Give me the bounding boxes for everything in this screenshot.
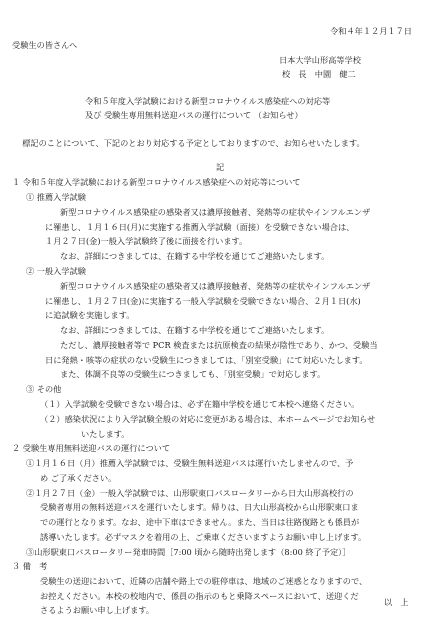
title-line-1: 令和５年度入学試験における新型コロナウイルス感染症への対応等 bbox=[85, 96, 331, 106]
body-line: 新型コロナウイルス感染症の感染者又は濃厚接触者、発熱等の症状やインフルエンザ bbox=[60, 207, 371, 217]
list-item: （１）入学試験を受験できない場合は、必ず在籍中学校を通じて本校へ連絡ください。 bbox=[40, 399, 360, 409]
section-3-heading: ３ 備 考 bbox=[12, 561, 48, 571]
sub-heading-other: ③ その他 bbox=[26, 384, 62, 394]
body-line: に罹患し、１月１６日(月)に実施する推薦入学試験（面接）を受験できない場合は、 bbox=[45, 222, 355, 232]
intro-text: 標記のことについて、下記のとおり対応する予定としておりますので、お知らせいたします。 bbox=[14, 138, 365, 148]
body-line: ②１月２７日（金）一般入学試験では、山形駅東口バスロータリーから日大山形高校行の bbox=[26, 488, 354, 498]
bus-departure-time: ③山形駅東口バスロータリー発車時間［7:00 頃から随時出発します（8:00 終了予定）］ bbox=[26, 547, 351, 557]
body-line: に罹患し、１月２７日(金)に実施する一般入学試験を受験できない場合、２月１日(水) bbox=[45, 296, 361, 306]
body-line: め ご了承ください。 bbox=[40, 473, 117, 483]
issue-date: 令和４年１２月１７日 bbox=[330, 26, 412, 36]
recipient: 受験生の皆さんへ bbox=[12, 40, 78, 50]
list-item: いたします。 bbox=[81, 429, 130, 439]
body-line: での運行となります。なお、途中下車はできません。また、当日は往路復路とも係員が bbox=[40, 517, 360, 527]
body-line: また、体調不良等の受験生につきましても、「別室受験」で対応します。 bbox=[60, 369, 326, 379]
body-line: １月２７日(金)一般入学試験終了後に面接を行います。 bbox=[45, 236, 248, 246]
principal-name: 校 長 中園 健二 bbox=[282, 69, 356, 79]
section-2-heading: ２ 受験生専用無料送迎バスの運行について bbox=[12, 443, 171, 453]
body-line: なお、詳細につきましては、在籍する中学校を通じてご連絡いたします。 bbox=[60, 325, 330, 335]
body-line: に追試験を実施します。 bbox=[45, 310, 135, 320]
body-line: ①１月１６日（月）推薦入学試験では、受験生無料送迎バスは運行いたしませんので、予 bbox=[26, 458, 354, 468]
body-line: なお、詳細につきましては、在籍する中学校を通じてご連絡いたします。 bbox=[60, 251, 330, 261]
sub-heading-general: ② 一般入学試験 bbox=[26, 266, 86, 276]
section-1-heading: １ 令和５年度入学試験における新型コロナウイルス感染症への対応等について bbox=[12, 177, 301, 187]
body-line: 受験生の送迎において、近隣の店舗や路上での駐停車は、地域のご迷惑となりますので、 bbox=[40, 576, 368, 586]
title-line-2: 及び 受験生専用無料送迎バスの運行について （お知らせ） bbox=[85, 110, 303, 120]
body-line: 受験者専用の無料送迎バスを運行いたします。帰りは、日大山形高校から山形駅東口ま bbox=[40, 502, 359, 512]
body-line: お控えください。本校の校地内で、係員の指示のもと乗降スペースにおいて、送迎くだ bbox=[40, 591, 359, 601]
body-line: さるようお願い申し上げます。 bbox=[40, 605, 154, 615]
body-line: 日に発熱・咳等の症状のない受験生につきましては、「別室受験」にて対応いたします。 bbox=[45, 355, 368, 365]
body-line: 新型コロナウイルス感染症の感染者又は濃厚接触者、発熱等の症状やインフルエンザ bbox=[60, 281, 371, 291]
list-item: （２）感染状況により入学試験全般の対応に変更がある場合は、本ホームページでお知らせ bbox=[40, 414, 376, 424]
body-line: 誘導いたします。必ずマスクを着用の上、ご乗車くださいますようお願い申し上げます。 bbox=[40, 532, 367, 542]
closing-mark: 以 上 bbox=[384, 597, 409, 607]
ki-heading: 記 bbox=[216, 162, 225, 172]
sub-heading-recommendation: ① 推薦入学試験 bbox=[26, 192, 86, 202]
school-name: 日本大学山形高等学校 bbox=[279, 55, 361, 65]
body-line: ただし、濃厚接触者等で PCR 検査または抗原検査の結果が陰性であり、かつ、受験当 bbox=[60, 340, 378, 350]
